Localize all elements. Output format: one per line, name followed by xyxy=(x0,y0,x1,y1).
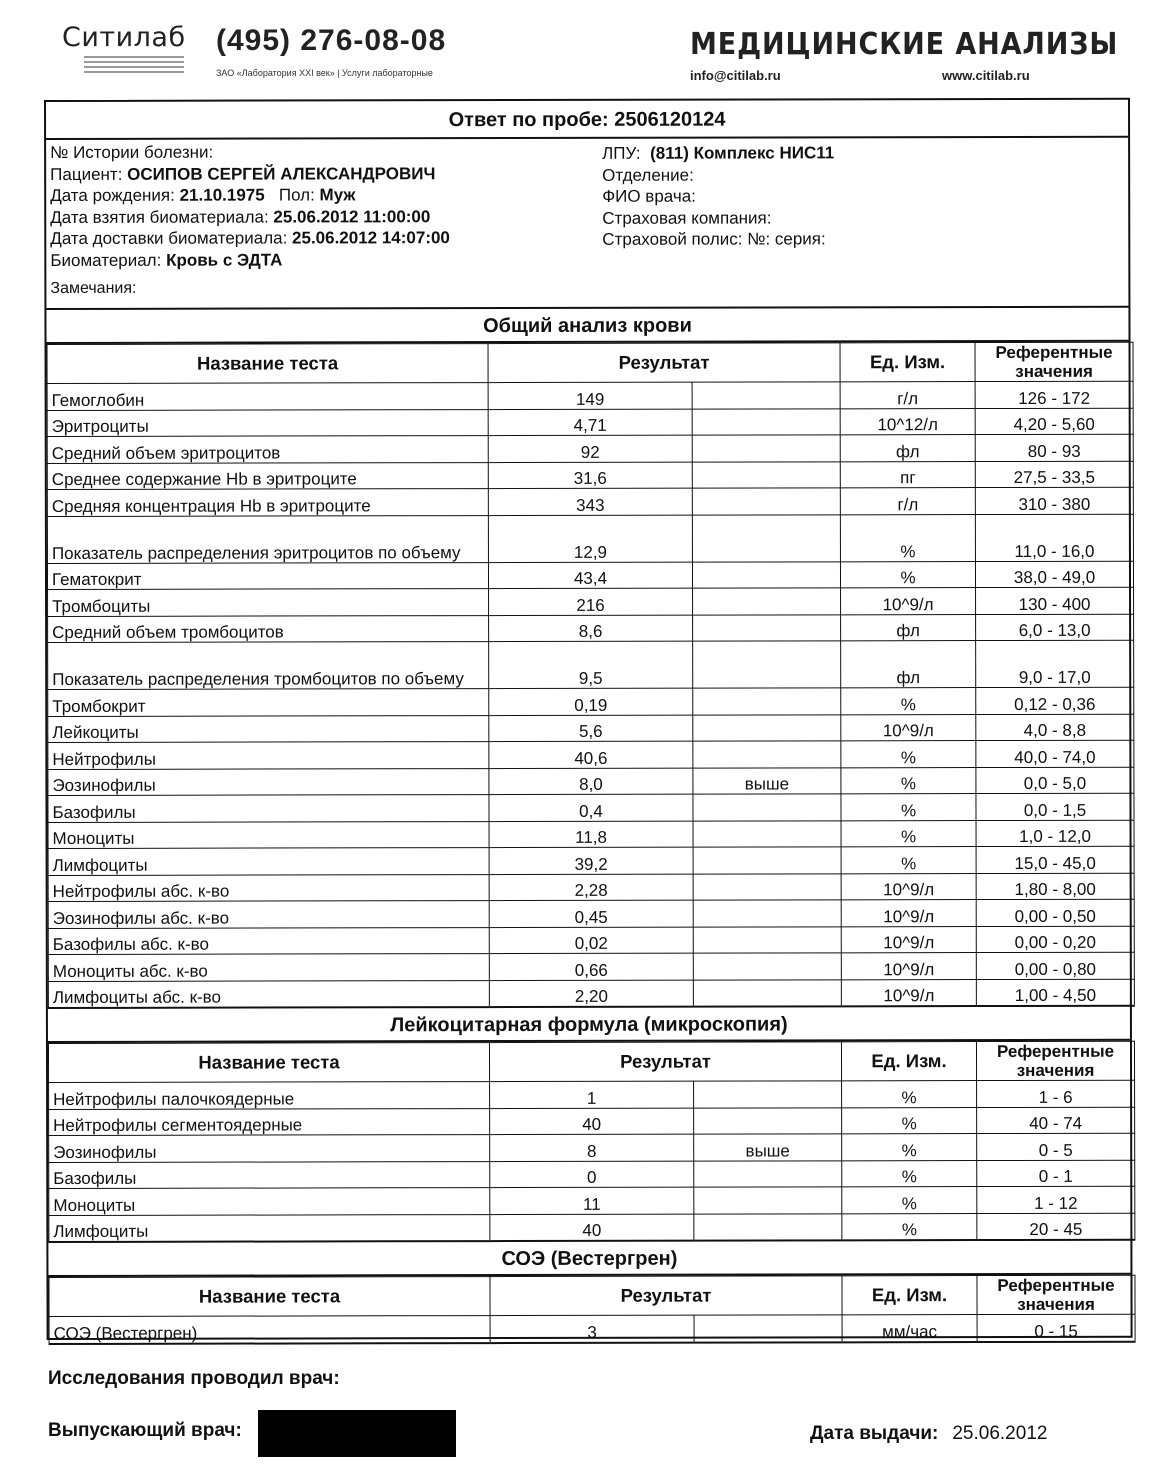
citilab-logo: Ситилаб xyxy=(62,22,186,53)
reference-cell: 1,00 - 4,50 xyxy=(976,979,1134,1006)
unit-cell: 10^9/л xyxy=(841,588,976,615)
col-result-header: Результат xyxy=(490,1276,842,1316)
reference-cell: 40,0 - 74,0 xyxy=(976,740,1134,767)
flag-cell xyxy=(693,794,841,821)
unit-cell: г/л xyxy=(840,488,975,515)
reference-cell: 1 - 6 xyxy=(977,1080,1135,1107)
patient-label: Пациент: xyxy=(50,164,123,184)
col-unit-header: Ед. Изм. xyxy=(840,343,975,382)
col-name-header: Название теста xyxy=(49,1277,490,1317)
delivered-label: Дата доставки биоматериала: xyxy=(50,228,288,248)
table-row xyxy=(49,1160,1135,1189)
table-row xyxy=(48,740,1134,769)
table-row xyxy=(47,487,1133,516)
reference-cell: 0 - 5 xyxy=(977,1133,1135,1160)
unit-cell: % xyxy=(842,1107,977,1134)
test-name-cell: Базофилы xyxy=(49,1161,490,1188)
birth-line xyxy=(50,184,450,206)
table-row xyxy=(47,434,1133,463)
test-name-cell: Эозинофилы xyxy=(49,1135,490,1162)
reference-cell: 130 - 400 xyxy=(976,587,1134,614)
flag-cell xyxy=(692,514,840,561)
patient-info xyxy=(46,138,1128,310)
doctor-line: ФИО врача: xyxy=(602,186,696,206)
reference-cell: 15,0 - 45,0 xyxy=(976,846,1134,873)
table-row xyxy=(48,640,1134,689)
result-cell: 2,20 xyxy=(489,980,693,1007)
result-cell: 0,02 xyxy=(489,927,693,954)
insurance-line: Страховая компания: xyxy=(602,207,772,228)
result-cell: 2,28 xyxy=(489,874,693,901)
header-email: info@citilab.ru xyxy=(690,68,781,83)
result-cell: 40,6 xyxy=(489,741,693,768)
unit-cell: % xyxy=(842,1081,977,1108)
table-header-row xyxy=(48,1041,1134,1082)
result-cell: 216 xyxy=(489,588,693,615)
reference-cell: 11,0 - 16,0 xyxy=(975,514,1133,561)
patient-info-left xyxy=(50,141,450,271)
result-cell: 0,19 xyxy=(489,688,693,715)
table-row xyxy=(49,1213,1135,1242)
test-name-cell: Моноциты абс. к-во xyxy=(48,954,489,981)
flag-cell xyxy=(692,382,840,409)
diff-section-title: Лейкоцитарная формула (микроскопия) xyxy=(48,1007,1130,1043)
result-cell: 8 xyxy=(490,1134,694,1161)
reference-cell: 80 - 93 xyxy=(975,434,1133,461)
unit-cell: 10^9/л xyxy=(841,714,976,741)
result-cell: 43,4 xyxy=(488,562,692,589)
reference-cell: 6,0 - 13,0 xyxy=(976,614,1134,641)
test-name-cell: Средний объем тромбоцитов xyxy=(48,615,489,642)
reference-cell: 1,0 - 12,0 xyxy=(976,820,1134,847)
result-cell: 0 xyxy=(490,1161,694,1188)
unit-cell: 10^9/л xyxy=(841,926,976,953)
col-result-header: Результат xyxy=(488,343,840,383)
result-cell: 8,0 xyxy=(489,768,693,795)
result-cell: 12,9 xyxy=(488,515,692,562)
unit-cell: % xyxy=(841,688,976,715)
result-cell: 92 xyxy=(488,435,692,462)
redacted-signature-block xyxy=(258,1410,456,1457)
unit-cell: пг xyxy=(840,461,975,488)
releasing-doctor-label: Выпускающий врач: xyxy=(48,1420,242,1441)
flag-cell xyxy=(694,1315,842,1342)
unit-cell: фл xyxy=(840,435,975,462)
unit-cell: % xyxy=(840,561,975,588)
reference-cell: 38,0 - 49,0 xyxy=(975,561,1133,588)
issue-date-label: Дата выдачи: xyxy=(810,1423,939,1444)
result-cell: 0,45 xyxy=(489,900,693,927)
performing-doctor-label: Исследования проводил врач: xyxy=(48,1368,340,1389)
flag-cell: выше xyxy=(693,767,841,794)
test-name-cell: Базофилы абс. к-во xyxy=(48,927,489,954)
table-row xyxy=(48,714,1134,743)
unit-cell: фл xyxy=(841,614,976,641)
flag-cell xyxy=(693,688,841,715)
flag-cell xyxy=(692,561,840,588)
test-name-cell: Нейтрофилы абс. к-во xyxy=(48,874,489,901)
result-cell: 11 xyxy=(490,1187,694,1214)
result-cell: 3 xyxy=(490,1315,694,1342)
test-name-cell: Гемоглобин xyxy=(47,383,488,410)
unit-cell: фл xyxy=(841,641,976,688)
esr-table xyxy=(48,1275,1135,1345)
reference-cell: 0,0 - 1,5 xyxy=(976,793,1134,820)
reference-cell: 310 - 380 xyxy=(975,487,1133,514)
flag-cell xyxy=(693,741,841,768)
reference-cell: 4,20 - 5,60 xyxy=(975,408,1133,435)
unit-cell: % xyxy=(841,847,976,874)
result-cell: 1 xyxy=(490,1081,694,1108)
flag-cell xyxy=(692,461,840,488)
col-name-header: Название теста xyxy=(48,1043,489,1083)
flag-cell xyxy=(693,614,841,641)
test-name-cell: Средняя концентрация Hb в эритроците xyxy=(47,489,488,516)
reference-cell: 0 - 1 xyxy=(977,1160,1135,1187)
test-name-cell: Нейтрофилы палочкоядерные xyxy=(49,1082,490,1109)
diff-table xyxy=(48,1041,1135,1243)
material-line xyxy=(50,249,450,271)
col-unit-header: Ед. Изм. xyxy=(842,1276,977,1315)
test-name-cell: Эозинофилы абс. к-во xyxy=(48,901,489,928)
flag-cell xyxy=(693,979,841,1006)
reference-cell: 0,00 - 0,50 xyxy=(976,899,1134,926)
col-reference-header: Референтные значения xyxy=(977,1275,1135,1314)
delivered-line xyxy=(50,227,450,249)
material-value: Кровь с ЭДТА xyxy=(166,250,283,270)
flag-cell xyxy=(693,926,841,953)
reference-cell: 40 - 74 xyxy=(977,1107,1135,1134)
esr-section-title: СОЭ (Вестергрен) xyxy=(48,1241,1130,1277)
test-name-cell: СОЭ (Вестергрен) xyxy=(49,1316,490,1344)
flag-cell xyxy=(693,847,841,874)
col-name-header: Название теста xyxy=(47,344,488,384)
table-row xyxy=(48,979,1134,1008)
result-cell: 31,6 xyxy=(488,462,692,489)
history-label: № Истории болезни: xyxy=(50,142,214,162)
table-row xyxy=(48,767,1134,796)
test-name-cell: Средний объем эритроцитов xyxy=(47,436,488,463)
flag-cell xyxy=(693,588,841,615)
result-cell: 149 xyxy=(488,382,692,409)
table-row xyxy=(49,1080,1135,1109)
test-name-cell: Гематокрит xyxy=(47,562,488,589)
flag-cell xyxy=(694,1081,842,1108)
table-row xyxy=(49,1107,1135,1136)
test-name-cell: Лейкоциты xyxy=(48,715,489,742)
unit-cell: 10^12/л xyxy=(840,408,975,435)
reference-cell: 9,0 - 17,0 xyxy=(976,640,1134,687)
table-row xyxy=(48,926,1134,955)
issue-date-value: 25.06.2012 xyxy=(952,1423,1048,1444)
result-cell: 0,66 xyxy=(489,953,693,980)
unit-cell: % xyxy=(842,1187,977,1214)
col-reference-header: Референтные значения xyxy=(976,1041,1134,1080)
flag-cell xyxy=(692,435,840,462)
table-row xyxy=(49,1186,1135,1215)
table-header-row xyxy=(49,1275,1135,1316)
reference-cell: 0,00 - 0,20 xyxy=(976,926,1134,953)
table-row xyxy=(48,587,1134,616)
header-brand-title: МЕДИЦИНСКИЕ АНАЛИЗЫ xyxy=(690,27,1119,62)
unit-cell: % xyxy=(841,767,976,794)
test-name-cell: Показатель распределения эритроцитов по объему xyxy=(47,515,488,563)
flag-cell xyxy=(693,714,841,741)
result-cell: 9,5 xyxy=(489,641,693,688)
header-company-line: ЗАО «Лаборатория ХХI век» | Услуги лабораторные xyxy=(216,68,433,78)
flag-cell xyxy=(692,488,840,515)
test-name-cell: Нейтрофилы xyxy=(48,742,489,769)
reference-cell: 1 - 12 xyxy=(977,1186,1135,1213)
unit-cell: % xyxy=(842,1213,977,1240)
table-row xyxy=(47,408,1133,437)
test-name-cell: Моноциты xyxy=(48,821,489,848)
result-cell: 8,6 xyxy=(489,615,693,642)
reference-cell: 0,0 - 5,0 xyxy=(976,767,1134,794)
test-name-cell: Моноциты xyxy=(49,1188,490,1215)
result-cell: 11,8 xyxy=(489,821,693,848)
cbc-section-title: Общий анализ крови xyxy=(46,308,1128,344)
unit-cell: % xyxy=(840,514,975,561)
reference-cell: 0,12 - 0,36 xyxy=(976,687,1134,714)
table-row xyxy=(48,614,1134,643)
test-name-cell: Тромбоциты xyxy=(48,589,489,616)
sample-title: Ответ по пробе: 2506120124 xyxy=(46,100,1128,140)
test-name-cell: Лимфоциты xyxy=(49,1214,490,1242)
lpu-line xyxy=(602,142,834,164)
table-row xyxy=(49,1133,1135,1162)
table-row xyxy=(47,381,1133,410)
col-result-header: Результат xyxy=(489,1042,841,1082)
result-cell: 40 xyxy=(490,1214,694,1241)
birth-label: Дата рождения: xyxy=(50,185,175,205)
table-row xyxy=(48,793,1134,822)
col-reference-header: Референтные значения xyxy=(975,342,1133,381)
reference-cell: 0 - 15 xyxy=(977,1314,1135,1341)
flag-cell xyxy=(693,820,841,847)
result-cell: 0,4 xyxy=(489,794,693,821)
test-name-cell: Эозинофилы xyxy=(48,768,489,795)
result-cell: 5,6 xyxy=(489,715,693,742)
birth-date: 21.10.1975 xyxy=(179,185,265,205)
unit-cell: % xyxy=(841,820,976,847)
flag-cell xyxy=(694,1160,842,1187)
table-row xyxy=(49,1314,1135,1343)
remarks-label: Замечания: xyxy=(50,279,137,297)
unit-cell: % xyxy=(842,1134,977,1161)
table-row xyxy=(47,514,1133,563)
table-row xyxy=(48,687,1134,716)
patient-line xyxy=(50,163,450,185)
reference-cell: 4,0 - 8,8 xyxy=(976,714,1134,741)
unit-cell: % xyxy=(841,741,976,768)
reference-cell: 0,00 - 0,80 xyxy=(976,952,1134,979)
test-name-cell: Эритроциты xyxy=(47,409,488,436)
flag-cell xyxy=(692,408,840,435)
result-cell: 4,71 xyxy=(488,409,692,436)
test-name-cell: Базофилы xyxy=(48,795,489,822)
logo-subtitle-lines xyxy=(84,56,184,76)
report-frame xyxy=(44,98,1133,1343)
flag-cell xyxy=(693,873,841,900)
sex-label: Пол: xyxy=(278,185,315,205)
result-cell: 40 xyxy=(490,1108,694,1135)
flag-cell xyxy=(693,953,841,980)
reference-cell: 27,5 - 33,5 xyxy=(975,461,1133,488)
patient-name: ОСИПОВ СЕРГЕЙ АЛЕКСАНДРОВИЧ xyxy=(127,163,436,184)
history-number-line xyxy=(50,141,450,163)
taken-date: 25.06.2012 11:00:00 xyxy=(273,206,431,227)
unit-cell: 10^9/л xyxy=(841,900,976,927)
flag-cell xyxy=(694,1107,842,1134)
department-line: Отделение: xyxy=(602,165,694,185)
result-cell: 343 xyxy=(488,488,692,515)
table-row xyxy=(47,461,1133,490)
reference-cell: 126 - 172 xyxy=(975,381,1133,408)
lpu-value: (811) Комплекс НИС11 xyxy=(650,143,835,163)
table-row xyxy=(47,561,1133,590)
flag-cell xyxy=(694,1213,842,1240)
unit-cell: % xyxy=(841,794,976,821)
lpu-label: ЛПУ: xyxy=(602,143,641,163)
flag-cell: выше xyxy=(694,1134,842,1161)
test-name-cell: Лимфоциты xyxy=(48,848,489,875)
flag-cell xyxy=(693,900,841,927)
result-cell: 39,2 xyxy=(489,847,693,874)
table-row xyxy=(48,899,1134,928)
delivered-date: 25.06.2012 14:07:00 xyxy=(292,228,450,248)
material-label: Биоматериал: xyxy=(50,250,162,270)
issue-date-line xyxy=(810,1423,1047,1445)
taken-line xyxy=(50,206,450,228)
unit-cell: 10^9/л xyxy=(841,873,976,900)
col-unit-header: Ед. Изм. xyxy=(841,1042,976,1081)
header-phone: (495) 276-08-08 xyxy=(216,24,447,57)
table-row xyxy=(48,952,1134,981)
header-website: www.citilab.ru xyxy=(942,68,1030,83)
test-name-cell: Нейтрофилы сегментоядерные xyxy=(49,1108,490,1135)
flag-cell xyxy=(694,1187,842,1214)
reference-cell: 20 - 45 xyxy=(977,1213,1135,1240)
table-row xyxy=(48,846,1134,875)
cbc-table xyxy=(47,342,1135,1009)
unit-cell: г/л xyxy=(840,382,975,409)
table-row xyxy=(48,820,1134,849)
patient-info-right xyxy=(602,142,834,250)
table-row xyxy=(48,873,1134,902)
sex-value: Муж xyxy=(319,185,356,205)
policy-line: Страховой полис: №: серия: xyxy=(602,229,826,249)
taken-label: Дата взятия биоматериала: xyxy=(50,207,269,227)
test-name-cell: Лимфоциты абс. к-во xyxy=(48,980,489,1008)
test-name-cell: Показатель распределения тромбоцитов по объему xyxy=(48,642,489,690)
table-header-row xyxy=(47,342,1133,383)
unit-cell: мм/час xyxy=(842,1315,977,1342)
test-name-cell: Тромбокрит xyxy=(48,689,489,716)
test-name-cell: Среднее содержание Hb в эритроците xyxy=(47,462,488,489)
unit-cell: 10^9/л xyxy=(841,953,976,980)
unit-cell: % xyxy=(842,1160,977,1187)
flag-cell xyxy=(693,641,841,688)
reference-cell: 1,80 - 8,00 xyxy=(976,873,1134,900)
unit-cell: 10^9/л xyxy=(841,979,976,1006)
